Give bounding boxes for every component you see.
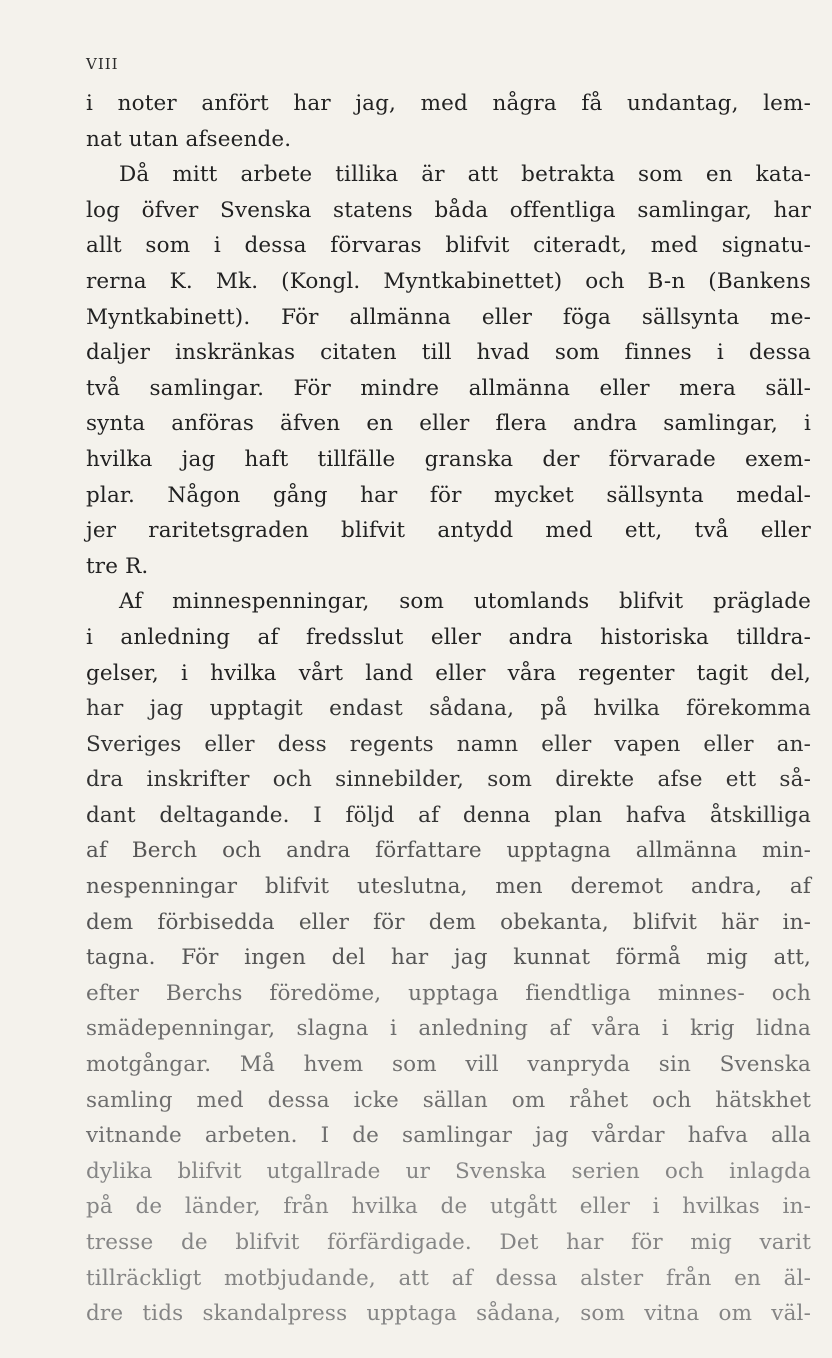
text-line: har jag upptagit endast sådana, på hvilka förekomma (86, 696, 811, 722)
text-line: dem förbisedda eller för dem obekanta, blifvit här in- (86, 909, 811, 935)
text-line: tresse de blifvit förfärdigade. Det har för mig varit (86, 1230, 811, 1255)
text-line: i anledning af fredsslut eller andra historiska tilldra- (86, 624, 811, 650)
text-line: smädepenningar, slagna i anledning af våra i krig lidna (86, 1016, 811, 1042)
text-line: tre R. (86, 553, 149, 579)
text-line: Sveriges eller dess regents namn eller vapen eller an- (86, 731, 811, 757)
text-line: plar. Någon gång har för mycket sällsynta medal- (86, 482, 811, 508)
text-line: tillräckligt motbjudande, att af dessa alster från en äl- (86, 1265, 811, 1291)
text-line: samling med dessa icke sällan om råhet och hätskhet (86, 1087, 811, 1113)
text-line: hvilka jag haft tillfälle granska der förvarade exem- (86, 446, 811, 472)
text-line: af Berch och andra författare upptagna allmänna min- (86, 838, 811, 864)
text-line: log öfver Svenska statens båda offentliga samlingar, har (86, 197, 811, 223)
text-line: Myntkabinett). För allmänna eller föga sällsynta me- (86, 304, 811, 330)
text-line: motgångar. Må hvem som vill vanpryda sin Svenska (86, 1052, 811, 1078)
text-line: gelser, i hvilka vårt land eller våra regenter tagit del, (86, 660, 811, 686)
text-line: dra inskrifter och sinnebilder, som direkte afse ett så- (86, 767, 811, 793)
text-line: nespenningar blifvit uteslutna, men deremot andra, af (86, 874, 811, 900)
body-text (86, 86, 811, 1332)
text-line: synta anföras äfven en eller flera andra samlingar, i (86, 411, 811, 437)
text-line: tagna. För ingen del har jag kunnat förmå mig att, (86, 945, 811, 971)
text-line: på de länder, från hvilka de utgått eller i hvilkas in- (86, 1194, 811, 1220)
text-line: efter Berchs föredöme, upptaga fiendtliga minnes- och (86, 980, 811, 1006)
text-line: dant deltagande. I följd af denna plan hafva åtskilliga (86, 802, 811, 828)
text-line: två samlingar. För mindre allmänna eller mera säll- (86, 375, 811, 401)
text-line: daljer inskränkas citaten till hvad som finnes i dessa (86, 340, 811, 366)
text-line: rerna K. Mk. (Kongl. Myntkabinettet) och B-n (Bankens (86, 268, 811, 294)
text-line: dylika blifvit utgallrade ur Svenska serien och inlagda (86, 1158, 811, 1184)
text-line: dre tids skandalpress upptaga sådana, som vitna om väl- (86, 1301, 811, 1327)
text-line: i noter anfört har jag, med några få undantag, lem- (86, 91, 811, 116)
text-line: vitnande arbeten. I de samlingar jag vårdar hafva alla (86, 1123, 811, 1149)
page-number: VIII (86, 55, 119, 73)
text-line: jer raritetsgraden blifvit antydd med ett, två eller (86, 518, 811, 544)
text-line: nat utan afseende. (86, 126, 292, 152)
text-line: Af minnespenningar, som utomlands blifvit präglade (119, 589, 811, 615)
text-line: Då mitt arbete tillika är att betrakta som en kata- (119, 162, 811, 188)
text-line: allt som i dessa förvaras blifvit citeradt, med signatu- (86, 233, 811, 259)
